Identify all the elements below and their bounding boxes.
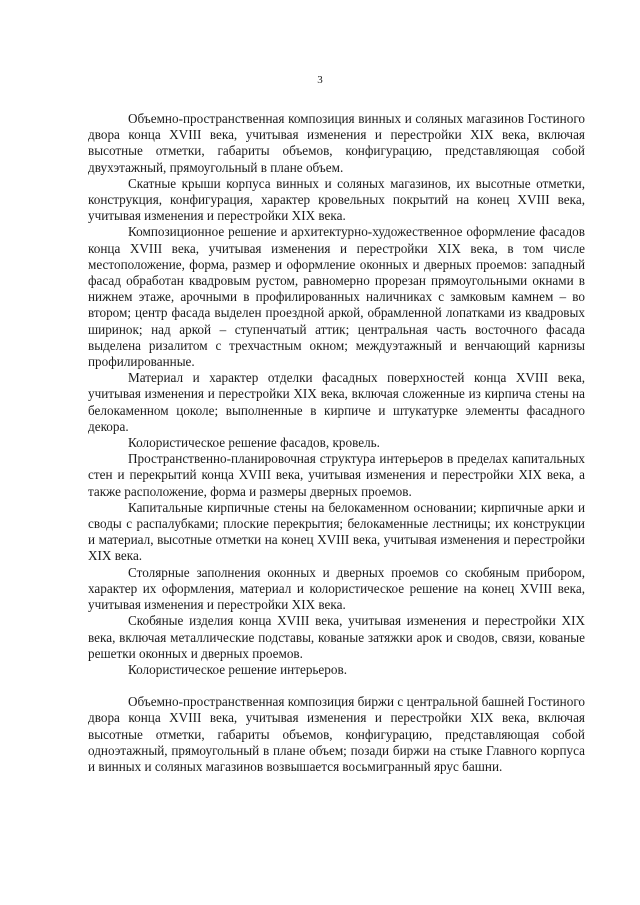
page-number: 3	[317, 74, 323, 86]
paragraph: Скобяные изделия конца XVIII века, учитывая изменения и перестройки XIX века, включая металлические подставы, кованые затяжки арок и сводов, связи, кованые решетки оконных и дверных проемов.	[88, 613, 585, 661]
paragraph: Материал и характер отделки фасадных поверхностей конца XVIII века, учитывая изменения и перестройки XIX века, включая сложенные из кирпича стены на белокаменном цоколе; выполненные в кирпиче и штукатурке элементы фасадного декора.	[88, 370, 585, 434]
paragraph: Столярные заполнения оконных и дверных проемов со скобяным прибором, характер их оформления, материал и колористическое решение на конец XVIII века, учитывая изменения и перестройки XIX века.	[88, 564, 585, 613]
paragraph: Колористическое решение фасадов, кровель.	[128, 435, 380, 451]
paragraph: Скатные крыши корпуса винных и соляных магазинов, их высотные отметки, конструкция, конфигурация, характер кровельных покрытий на конец XVIII века, учитывая изменения и перестройки XIX века.	[88, 175, 585, 224]
paragraph: Объемно-пространственная композиция биржи с центральной башней Гостиного двора конца XVIII века, учитывая изменения и перестройки XIX века, включая высотные отметки, габариты объемов, конфигурацию, представляющая собой одноэтажный, прямоугольный в плане объем; позади биржи на стыке Главного корпуса и винных и соляных магазинов возвышается восьмигранный ярус башни.	[88, 694, 585, 774]
document-body	[88, 111, 585, 775]
paragraph: Композиционное решение и архитектурно-художественное оформление фасадов конца XVIII века, учитывая изменения и перестройки XIX века, в том числе местоположение, форма, размер и оформление оконных и дверных проемов: западный фасад обработан квадровым рустом, равномерно прорезан прямоугольными окнами в нижнем этаже, арочными в профилированных наличниках с замковым камнем – во втором; центр фасада выделен проездной аркой, обрамленной лопатками из квадровых ширинок; над аркой – ступенчатый аттик; центральная часть восточного фасада выделена ризалитом с трехчастным окном; междуэтажный и венчающий карнизы профилированные.	[88, 224, 585, 370]
paragraph: Объемно-пространственная композиция винных и соляных магазинов Гостиного двора конца XVIII века, учитывая изменения и перестройки XIX века, включая высотные отметки, габариты объемов, конфигурацию, представляющая собой двухэтажный, прямоугольный в плане объем.	[88, 111, 585, 175]
paragraph: Колористическое решение интерьеров.	[128, 661, 347, 677]
paragraph: Капитальные кирпичные стены на белокаменном основании; кирпичные арки и своды с распалубками; плоские перекрытия; белокаменные лестницы; их конструкции и материал, высотные отметки на конец XVIII века, учитывая изменения и перестройки XIX века.	[88, 499, 585, 564]
paragraph: Пространственно-планировочная структура интерьеров в пределах капитальных стен и перекрытий конца XVIII века, учитывая изменения и перестройки XIX века, а также расположение, форма и размеры дверных проемов.	[88, 451, 585, 499]
